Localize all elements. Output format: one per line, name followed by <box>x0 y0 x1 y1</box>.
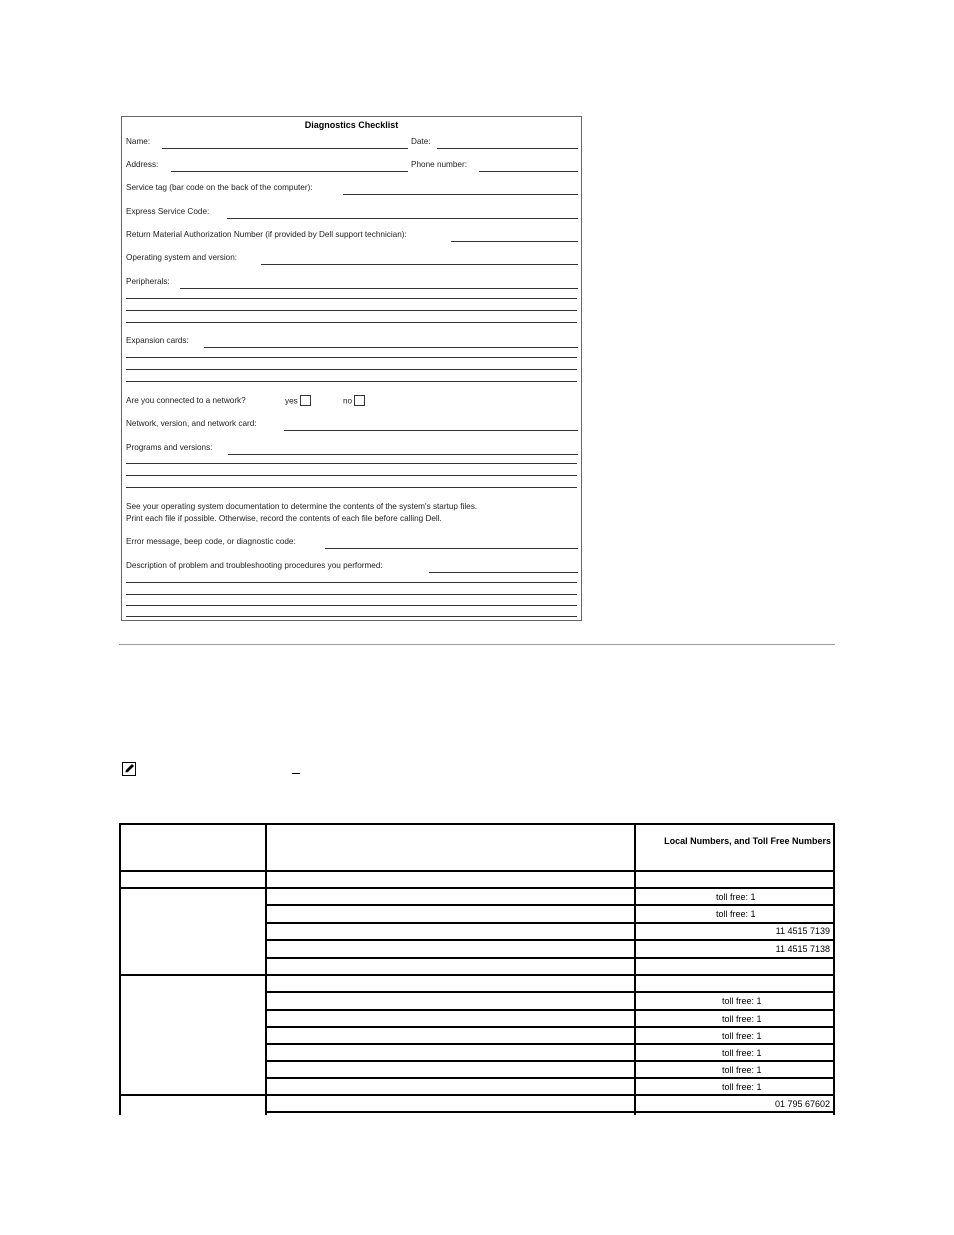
os-field[interactable] <box>261 264 578 265</box>
programs-line <box>126 475 577 476</box>
yes-checkbox[interactable] <box>300 395 311 406</box>
row-divider <box>265 1077 835 1079</box>
date-field[interactable] <box>437 148 578 149</box>
service-tag-row <box>126 183 577 197</box>
yes-label: yes <box>285 396 298 406</box>
table-cell-number: toll free: 1 <box>722 1031 762 1041</box>
description-line <box>126 605 577 606</box>
os-label: Operating system and version: <box>126 253 238 262</box>
startup-files-instructions <box>126 501 577 525</box>
programs-line <box>126 463 577 464</box>
description-label: Description of problem and troubleshooting procedures you performed: <box>126 561 383 570</box>
description-row <box>126 561 577 575</box>
column-header-numbers: Local Numbers, and Toll Free Numbers <box>664 836 831 846</box>
expansion-line <box>126 381 577 382</box>
description-line <box>126 582 577 583</box>
startup-text-line: See your operating system documentation to determine the contents of the system's startup files. <box>126 502 478 511</box>
expansion-line <box>126 369 577 370</box>
address-row <box>126 160 577 174</box>
table-cell-number: toll free: 1 <box>716 892 756 902</box>
network-row <box>126 396 577 410</box>
error-label: Error message, beep code, or diagnostic code: <box>126 537 296 546</box>
express-code-field[interactable] <box>227 218 578 219</box>
description-field[interactable] <box>429 572 578 573</box>
address-label: Address: <box>126 160 159 169</box>
programs-label: Programs and versions: <box>126 443 213 452</box>
diagnostics-checklist-form <box>121 116 582 621</box>
row-divider <box>119 974 835 976</box>
table-cell-number: toll free: 1 <box>722 996 762 1006</box>
os-row <box>126 253 577 267</box>
expansion-field[interactable] <box>204 347 578 348</box>
phone-field[interactable] <box>479 171 578 172</box>
error-field[interactable] <box>325 548 578 549</box>
peripherals-field[interactable] <box>180 288 578 289</box>
express-code-label: Express Service Code: <box>126 207 210 216</box>
row-divider <box>265 1060 835 1062</box>
network-card-label: Network, version, and network card: <box>126 419 257 428</box>
yes-option <box>285 396 311 407</box>
row-divider <box>119 887 835 889</box>
table-cell-number: toll free: 1 <box>722 1048 762 1058</box>
name-label: Name: <box>126 137 151 146</box>
express-code-row <box>126 207 577 221</box>
table-cell-number: 11 4515 7138 <box>775 944 830 954</box>
expansion-row <box>126 336 577 350</box>
row-divider <box>265 1009 835 1011</box>
description-line <box>126 594 577 595</box>
table-cell-number: 01 795 67602 <box>774 1099 830 1109</box>
no-option <box>343 396 365 407</box>
peripherals-row <box>126 277 577 291</box>
column-divider <box>265 823 267 1115</box>
row-divider <box>265 1026 835 1028</box>
service-tag-label: Service tag (bar code on the back of the computer): <box>126 183 313 192</box>
startup-text-line: Print each file if possible. Otherwise, record the contents of each file before calling Dell. <box>126 514 442 523</box>
expansion-line <box>126 357 577 358</box>
table-top-border <box>119 823 835 825</box>
row-divider <box>119 870 835 872</box>
programs-row <box>126 443 577 457</box>
row-divider <box>265 991 835 993</box>
table-cell-number: toll free: 1 <box>722 1014 762 1024</box>
note-pencil-icon <box>122 762 136 776</box>
network-question: Are you connected to a network? <box>126 396 246 405</box>
name-field[interactable] <box>162 148 408 149</box>
row-divider <box>265 1043 835 1045</box>
section-divider <box>119 644 835 645</box>
address-field[interactable] <box>171 171 408 172</box>
peripherals-line <box>126 310 577 311</box>
network-card-field[interactable] <box>284 430 578 431</box>
column-divider <box>634 823 636 1115</box>
description-line <box>126 616 577 617</box>
peripherals-line <box>126 298 577 299</box>
error-row <box>126 537 577 551</box>
table-cell-number: toll free: 1 <box>716 909 756 919</box>
peripherals-label: Peripherals: <box>126 277 170 286</box>
table-border-right <box>833 823 835 1115</box>
row-divider <box>265 904 835 906</box>
programs-line <box>126 487 577 488</box>
table-border-left <box>119 823 121 1115</box>
row-divider <box>265 957 835 959</box>
table-cell-number: 11 4515 7139 <box>775 926 830 936</box>
table-cell-number: toll free: 1 <box>722 1065 762 1075</box>
phone-label: Phone number: <box>411 160 467 169</box>
row-divider <box>265 939 835 941</box>
peripherals-line <box>126 322 577 323</box>
network-card-row <box>126 419 577 433</box>
no-label: no <box>343 396 353 406</box>
service-tag-field[interactable] <box>343 194 578 195</box>
row-divider <box>265 1111 835 1113</box>
rma-label: Return Material Authorization Number (if provided by Dell support technician): <box>126 230 407 239</box>
rma-field[interactable] <box>451 241 578 242</box>
no-checkbox[interactable] <box>354 395 365 406</box>
rma-row <box>126 230 577 244</box>
checklist-title: Diagnostics Checklist <box>304 120 399 130</box>
note-underline <box>292 765 300 774</box>
row-divider <box>265 922 835 924</box>
programs-field[interactable] <box>228 454 578 455</box>
name-row <box>126 137 577 151</box>
expansion-label: Expansion cards: <box>126 336 189 345</box>
table-cell-number: toll free: 1 <box>722 1082 762 1092</box>
date-label: Date: <box>411 137 431 146</box>
row-divider <box>119 1094 835 1096</box>
